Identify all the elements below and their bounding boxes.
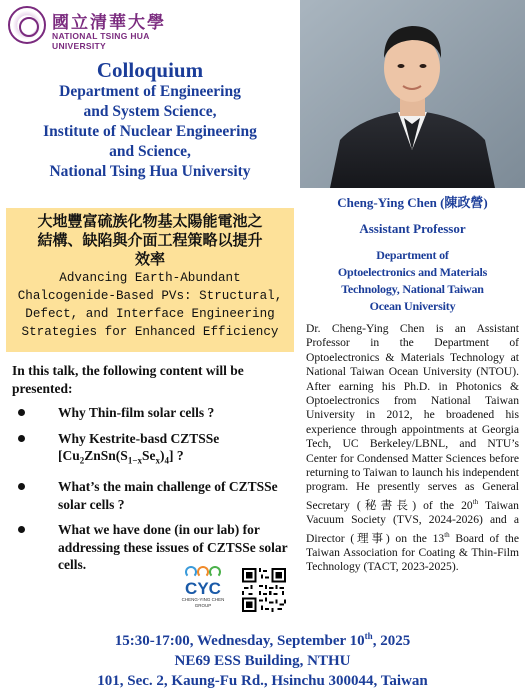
speaker-dept-line-3: Technology, National Taiwan: [341, 282, 484, 296]
university-header: [8, 6, 198, 51]
event-venue: NE69 ESS Building, NTHU: [174, 653, 351, 669]
talk-title-en-2: Chalcogenide-Based PVs: Structural,: [17, 289, 283, 303]
event-time-sup: th: [364, 631, 373, 641]
speaker-photo: [300, 0, 525, 188]
university-seal-icon: [8, 6, 46, 44]
logo-subtext-2: GROUP: [194, 603, 212, 608]
event-details: [0, 626, 525, 691]
bullet-icon: [18, 409, 25, 416]
formula-part: [Cu: [58, 448, 80, 463]
logo-subtext-1: CHENG-YING CHEN: [181, 597, 225, 602]
formula-part: ZnSn(S: [84, 448, 128, 463]
talk-title-box: [6, 208, 294, 352]
cyc-group-logo: [178, 566, 228, 614]
talk-intro: In this talk, the following content will be presented:: [12, 363, 244, 396]
bio-text-c: Board of the Taiwan Association for Coating & Thin-Film Technology (TACT, 2023-2025).: [306, 531, 519, 574]
bullet-icon: [18, 526, 25, 533]
event-time-year: , 2025: [372, 633, 411, 649]
department-line-5: National Tsing Hua University: [49, 163, 251, 180]
formula-sub: x: [155, 455, 160, 466]
event-address: 101, Sec. 2, Kaung-Fu Rd., Hsinchu 300044, Taiwan: [97, 673, 428, 689]
formula-sub: 1−x: [127, 455, 142, 466]
formula-sub: 2: [79, 455, 85, 466]
bio-sup-2: th: [444, 530, 450, 539]
list-item: [12, 478, 297, 513]
event-time-text: 15:30-17:00, Wednesday, September 10: [114, 633, 365, 649]
talk-outline: [12, 404, 297, 582]
bullet-text-4: What we have done (in our lab) for addressing these issues of CZTSSe solar cells.: [58, 522, 288, 573]
talk-title-cn-2: 結構、缺陷與介面工程策略以提升: [37, 231, 263, 249]
formula-sub: 4: [164, 455, 169, 466]
bio-text-a: Dr. Cheng-Ying Chen is an Assistant Professor in the Department of Optoelectronics & Materials Technology at National Taiwan Ocean University (NTOU). After earning his Ph.D. in Photonics & Optoelectronics from National Taiwan University in 2012, he broadened his experience through appointments at Georgia Tech, UC Berkeley/LBNL, and NTU’s Center for Condensed Matter Sciences before returning to Taiwan to launch his independent program. He presently serves as General Secretary (秘書長) of the 20: [306, 322, 519, 512]
talk-title-cn-3: 效率: [134, 250, 165, 268]
formula-part: ] ?: [168, 448, 184, 463]
speaker-name: Cheng-Ying Chen (陳政營): [337, 195, 488, 210]
bio-text-b: Taiwan Vacuum Society (TVS, 2024-2026) and a Director (理事) on the 13: [306, 498, 519, 545]
colloquium-heading: Colloquium: [96, 58, 204, 82]
list-item: [12, 430, 297, 471]
logo-arcs-icon: [185, 566, 221, 580]
department-line-3: Institute of Nuclear Engineering: [43, 123, 257, 140]
speaker-bio: [306, 322, 519, 575]
university-name-cn: 國立清華大學: [52, 13, 166, 32]
event-time: [0, 626, 525, 651]
list-item: [12, 404, 297, 422]
formula-part: Se: [141, 448, 156, 463]
university-name-en: NATIONAL TSING HUA UNIVERSITY: [52, 31, 150, 51]
department-line-1: Department of Engineering: [59, 83, 241, 100]
department-line-2: and System Science,: [83, 103, 217, 120]
bio-sup-1: th: [472, 497, 479, 506]
speaker-dept-line-1: Department of: [376, 248, 449, 262]
bullet-text-3: What’s the main challenge of CZTSSe solar cells ?: [58, 479, 278, 512]
logo-text: CYC: [185, 579, 221, 598]
speaker-dept-line-2: Optoelectronics and Materials: [337, 265, 488, 279]
talk-title-en-4: Strategies for Enhanced Efficiency: [21, 325, 279, 339]
bullet-text-1: Why Thin-film solar cells ?: [58, 405, 215, 420]
speaker-dept-line-4: Ocean University: [369, 299, 456, 313]
bullet-icon: [18, 435, 25, 442]
talk-title-en-3: Defect, and Interface Engineering: [25, 307, 275, 321]
bullet-icon: [18, 483, 25, 490]
speaker-role: Assistant Professor: [359, 221, 466, 236]
department-line-4: and Science,: [109, 143, 191, 160]
talk-title-en-1: Advancing Earth-Abundant: [59, 271, 241, 285]
qr-code-icon[interactable]: [242, 568, 286, 612]
formula-part: ): [159, 448, 165, 463]
colloquium-titles: [6, 58, 294, 182]
bullet-text-2a: Why Kestrite-basd CZTSSe: [58, 430, 220, 446]
speaker-department: [306, 247, 519, 315]
list-item: [12, 521, 297, 574]
talk-title-cn-1: 大地豐富硫族化物基太陽能電池之: [37, 212, 263, 230]
